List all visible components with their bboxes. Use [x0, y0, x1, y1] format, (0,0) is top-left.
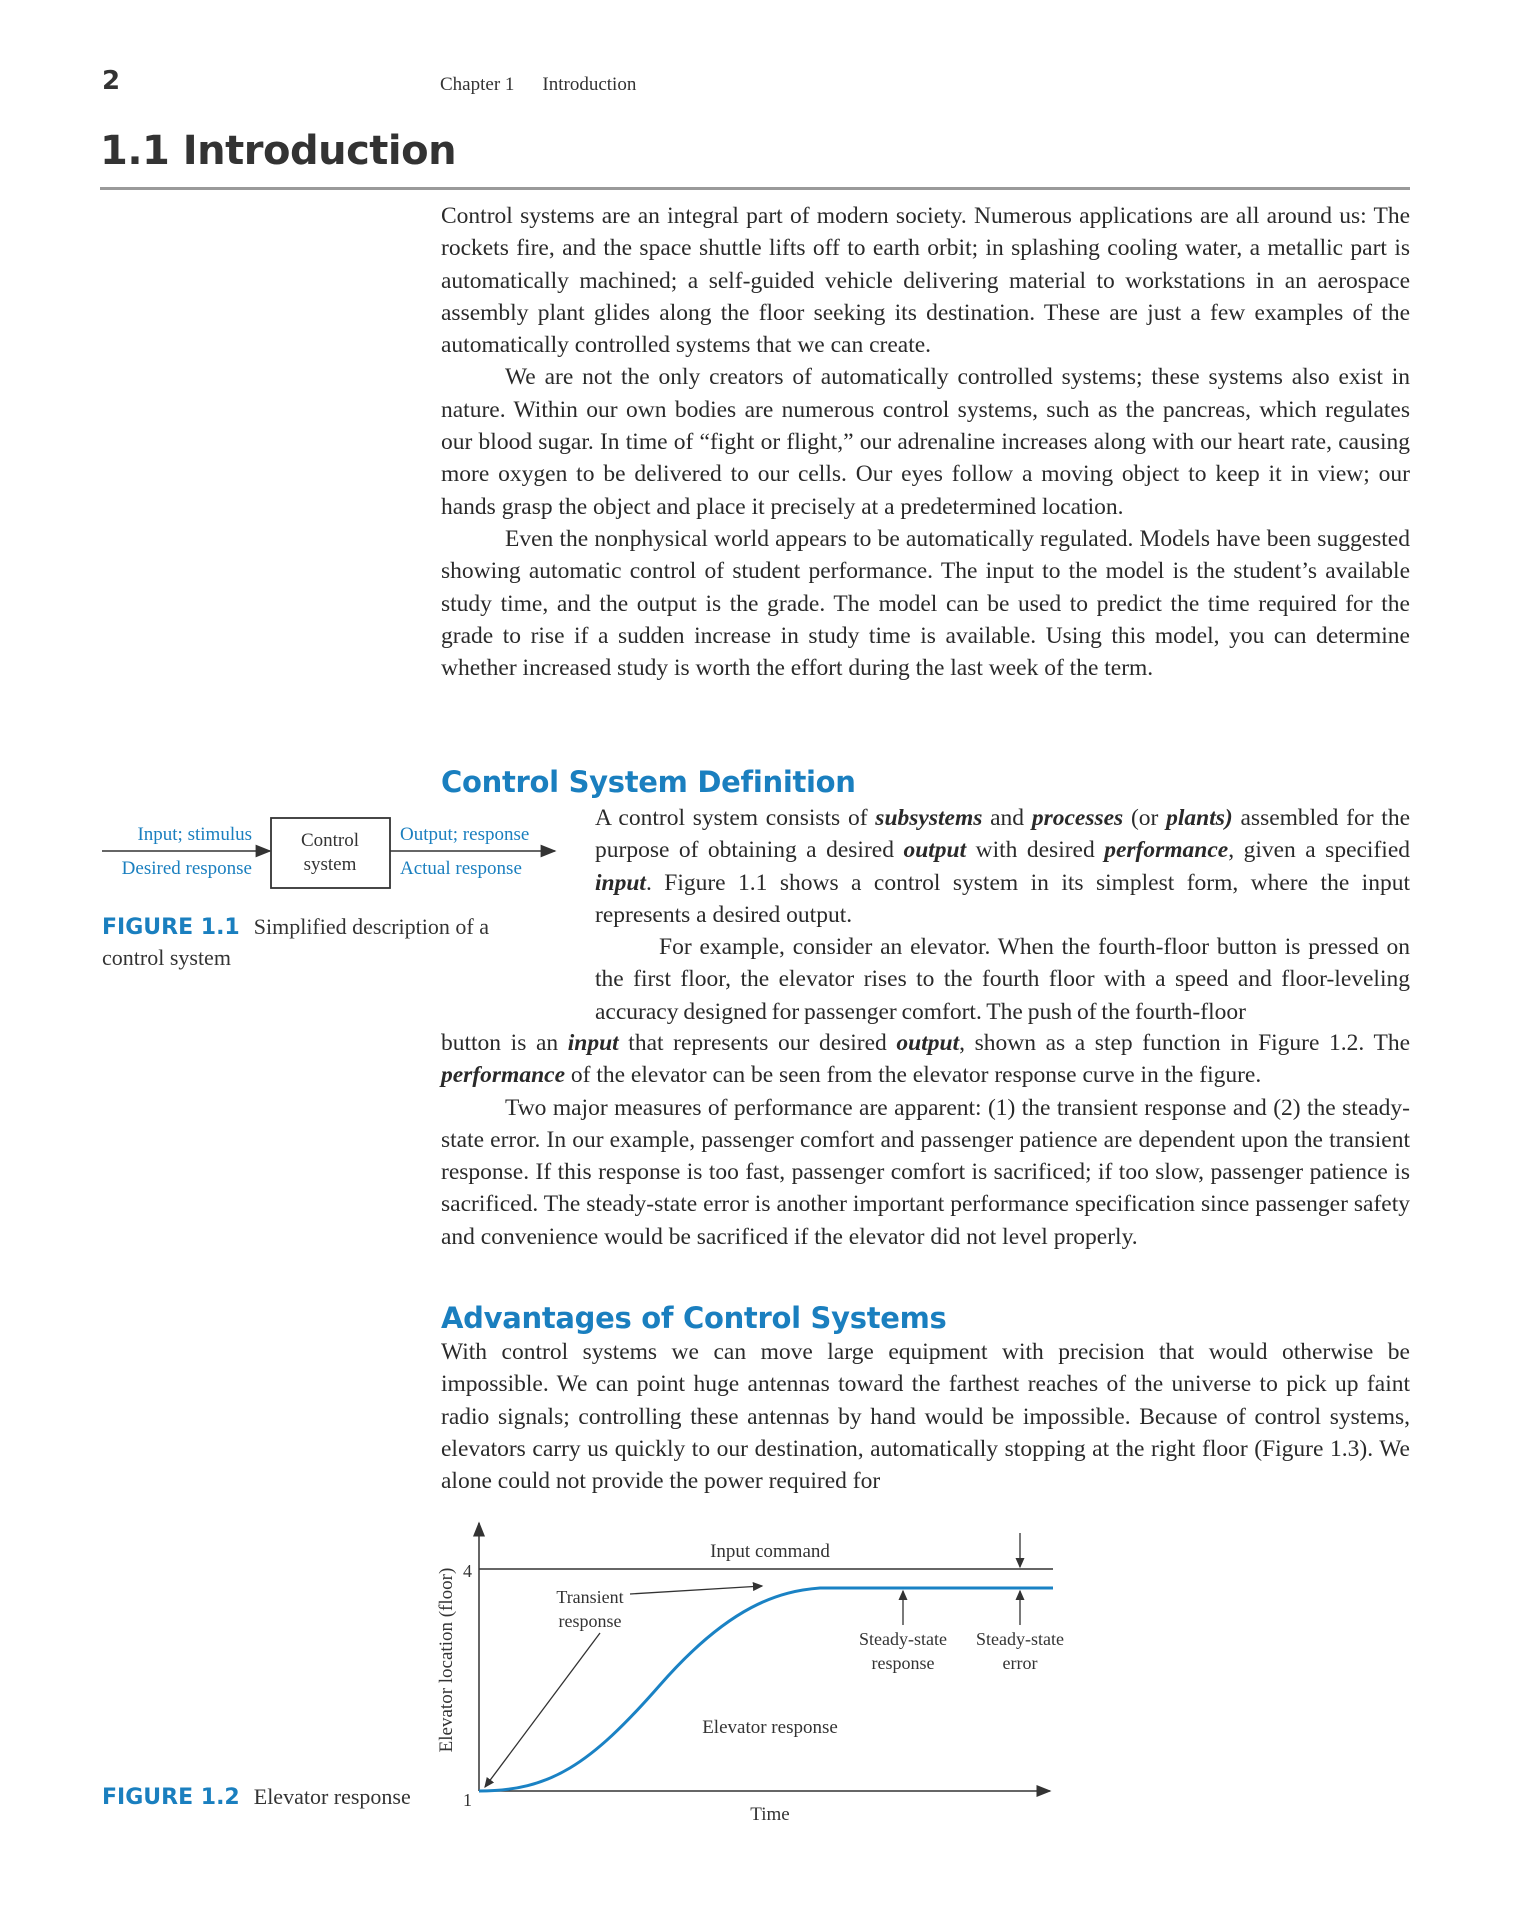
ss-error-label-1: Steady-state — [976, 1629, 1064, 1649]
definition-paragraph-2-rest: button is an input that represents our desired output, shown as a step function in Figure 1.2. The performance of the elevator can be seen from the elevator response curve in the figure. — [441, 1030, 1410, 1089]
figure-1-2-caption: FIGURE 1.2 Elevator response — [102, 1784, 411, 1810]
y-tick-4: 4 — [463, 1561, 472, 1581]
section-divider — [100, 187, 1410, 190]
intro-body — [441, 200, 1410, 684]
definition-body — [595, 802, 1410, 1028]
ss-response-label-1: Steady-state — [859, 1629, 947, 1649]
term-performance: performance — [1104, 837, 1229, 864]
term-output-2: output — [896, 1030, 960, 1056]
ss-response-label-2: response — [871, 1653, 935, 1673]
term-plants: plants) — [1166, 805, 1233, 831]
intro-paragraph-1: Control systems are an integral part of modern society. Numerous applications are all around us: The rockets fire, and the space shuttle lifts off to earth orbit; in splashing cooling water, a metallic part is automatically machined; a self-guided vehicle delivering material to workstations in an aerospace assembly plant glides along the floor seeking its destination. These are just a few examples of the automatically controlled systems that we can create. — [441, 203, 1410, 359]
term-output: output — [903, 837, 967, 864]
output-label-bottom: Actual response — [400, 858, 522, 879]
transient-label-1: Transient — [556, 1587, 624, 1607]
figure-1-1-label: FIGURE 1.1 — [102, 915, 240, 940]
input-label-bottom: Desired response — [121, 858, 252, 879]
term-subsystems: subsystems — [875, 805, 983, 831]
advantages-section — [441, 1300, 1410, 1497]
figure-1-2-label: FIGURE 1.2 — [102, 1785, 240, 1810]
output-label-top: Output; response — [400, 824, 530, 845]
control-system-block — [271, 818, 390, 888]
definition-body-continued — [441, 1027, 1410, 1253]
definition-heading: Control System Definition — [441, 765, 856, 799]
term-performance-2: performance — [441, 1062, 566, 1089]
block-label-line2: system — [303, 854, 357, 875]
definition-paragraph-1: A control system consists of subsystems and processes (or plants) assembled for the purpose of obtaining a desired output with desired performance, given a specified input. Figure 1.1 shows a control system in its simplest form, where the input represents a desired output. — [595, 805, 1411, 928]
definition-heading-wrap — [441, 764, 1410, 800]
figure-1-1-block-diagram — [100, 815, 560, 895]
transient-label-2: response — [558, 1611, 622, 1631]
input-label-top: Input; stimulus — [137, 824, 252, 845]
ss-error-label-2: error — [1002, 1653, 1038, 1673]
figure-1-2-elevator-chart — [430, 1515, 1090, 1855]
x-axis-label: Time — [750, 1804, 790, 1825]
advantages-heading: Advantages of Control Systems — [441, 1301, 947, 1335]
definition-paragraph-3: Two major measures of performance are apparent: (1) the transient response and (2) the steady-state error. In our example, passenger comfort and passenger patience are dependent upon the transient response. If this response is too fast, passenger comfort is sacrificed; if too slow, passenger patience is sacrificed. The steady-state error is another important performance specification since passenger safety and convenience would be sacrificed if the elevator did not level properly. — [441, 1094, 1410, 1250]
page-number: 2 — [102, 66, 121, 96]
intro-paragraph-2: We are not the only creators of automatically controlled systems; these systems also exist in nature. Within our own bodies are numerous control systems, such as the pancreas, which regulates our blood sugar. In time of “fight or flight,” our adrenaline increases along with our heart rate, causing more oxygen to be delivered to our cells. Our eyes follow a moving object to keep it in view; our hands grasp the object and place it precisely at a predetermined location. — [441, 364, 1410, 520]
elevator-response-label: Elevator response — [702, 1717, 838, 1738]
y-tick-1: 1 — [463, 1790, 472, 1810]
block-label-line1: Control — [300, 830, 360, 851]
figure-1-1-caption: FIGURE 1.1 Simplified description of a control system — [102, 914, 489, 970]
y-axis-label: Elevator location (floor) — [436, 1567, 457, 1753]
section-title: 1.1 Introduction — [100, 128, 457, 174]
intro-paragraph-3: Even the nonphysical world appears to be automatically regulated. Models have been suggested showing automatic control of student performance. The input to the model is the student’s available study time, and the output is the grade. The model can be used to predict the time required for the grade to rise if a sudden increase in study time is available. Using this model, you can determine whether increased study is worth the effort during the last week of the term. — [441, 525, 1410, 682]
input-command-label: Input command — [710, 1541, 830, 1562]
term-input: input — [595, 869, 646, 896]
advantages-paragraph-1: With control systems we can move large equipment with precision that would otherwise be impossible. We can point huge antennas toward the farthest reaches of the universe to pick up faint radio signals; controlling these antennas by hand would be impossible. Because of control systems, elevators carry us quickly to our destination, automatically stopping at the right floor (Figure 1.3). We alone could not provide the power required for — [441, 1339, 1410, 1495]
term-processes: processes — [1031, 805, 1124, 831]
chapter-title: Introduction — [542, 74, 637, 95]
chapter-number: Chapter 1 — [440, 74, 515, 95]
running-head — [440, 74, 636, 96]
term-input-2: input — [567, 1030, 619, 1056]
definition-paragraph-2-lead: For example, consider an elevator. When the fourth-floor button is pressed on the first floor, the elevator rises to the fourth floor with a speed and floor-leveling accuracy designed for passenger comfort. The push of the fourth-floor — [595, 934, 1410, 1025]
